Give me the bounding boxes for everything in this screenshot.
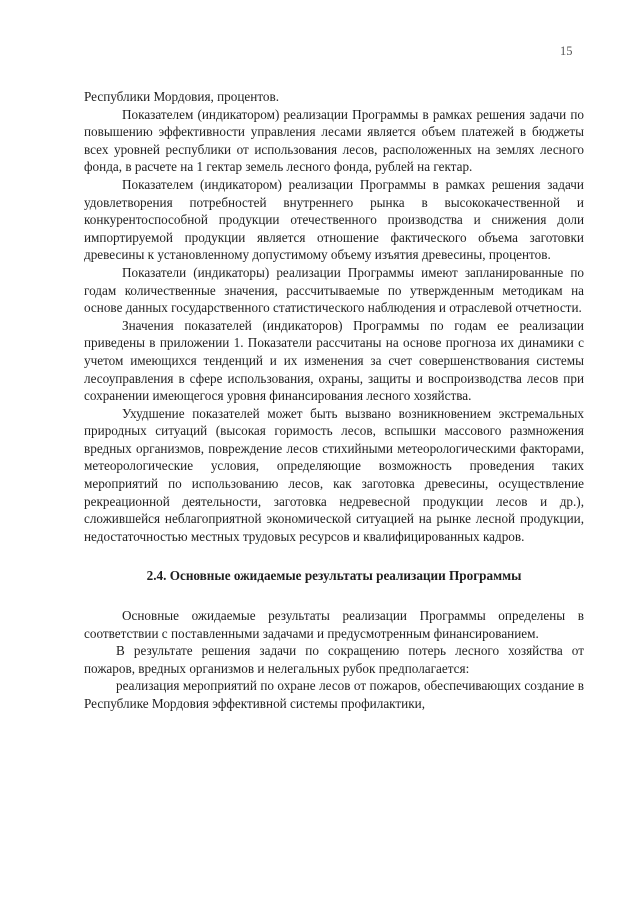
paragraph-indicator-domestic-market: Показателем (индикатором) реализации Программы в рамках решения задачи удовлетворения потребностей внутреннего рынка в высококачественной и конкурентоспособной продукции отечественного производства и снижения доли импортируемой продукции является отношение фактического объема заготовки древесины к установленному допустимому объему изъятия древесины, процентов. — [84, 176, 584, 263]
paragraph-task-losses: В результате решения задачи по сокращению потерь лесного хозяйства от пожаров, вредных организмов и нелегальных рубок предполагается: — [84, 643, 584, 676]
paragraph-indicators-appendix: Значения показателей (индикаторов) Программы по годам ее реализации приведены в приложении 1. Показатели рассчитаны на основе прогноза их динамики с учетом имеющихся тенденций и их изменения за счет совершенствования системы лесоуправления в сфере использования, охраны, защиты и воспроизводства лесов при сохранении имеющегося уровня финансирования лесного хозяйства. — [84, 317, 584, 404]
document-body — [84, 88, 584, 713]
paragraph-indicator-forest-management: Показателем (индикатором) реализации Программы в рамках решения задачи по повышению эффективности управления лесами является объем платежей в бюджеты всех уровней республики от использования лесов, расположенных на землях лесного фонда, в расчете на 1 гектар земель лесного фонда, рублей на гектар. — [84, 106, 584, 175]
paragraph-continuation: Республики Мордовия, процентов. — [84, 89, 280, 104]
paragraph-indicators-planned-values: Показатели (индикаторы) реализации Программы имеют запланированные по годам количественные значения, рассчитываемые по утвержденным методикам на основе данных государственного статистического наблюдения и отраслевой отчетности. — [84, 264, 584, 316]
paragraph-indicators-deterioration: Ухудшение показателей может быть вызвано возникновением экстремальных природных ситуаций (высокая горимость лесов, вспышки массового размножения вредных организмов, повреждение лесов стихийными метеорологическими факторами, метеорологические условия, определяющие возможность проведения таких мероприятий по использованию лесов, как заготовка древесины, осуществление рекреационной деятельности, заготовка недревесной продукции лесов и др.), сложившейся неблагоприятной экономической ситуацией на рынке лесной продукции, недостаточностью местных трудовых ресурсов и квалифицированных кадров. — [84, 405, 584, 544]
page-number: 15 — [560, 44, 573, 58]
paragraph-expected-results: Основные ожидаемые результаты реализации Программы определены в соответствии с поставленными задачами и предусмотренным финансированием. — [84, 608, 584, 641]
section-heading: 2.4. Основные ожидаемые результаты реализации Программы — [146, 568, 522, 584]
paragraph-fire-protection: реализация мероприятий по охране лесов от пожаров, обеспечивающих создание в Республике Мордовия эффективной системы профилактики, — [84, 678, 584, 711]
